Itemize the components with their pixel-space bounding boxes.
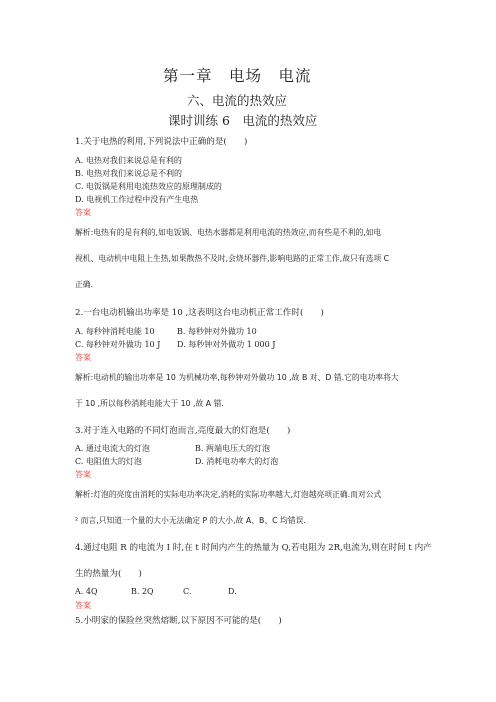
question-3-option-c: C. 电阻值大的灯泡 [75,457,142,466]
question-4-stem-line-1: 4.通过电阻 R 的电流为 I 时,在 t 时间内产生的热量为 Q,若电阻为 2R,电流为,则在时间 t 内产 [75,543,432,553]
question-1-option-b: B. 电热对我们来说总是不利的 [75,169,182,178]
question-2-option-c: C. 每秒钟对外做功 10 J [75,340,161,349]
question-4-stem-line-2: 生的热量为( ) [75,569,142,579]
question-3-option-d: D. 消耗电功率大的灯泡 [195,457,279,466]
chapter-title: 第一章 电场 电流 [163,67,312,85]
lesson-title: 课时训练 6 电流的热效应 [168,113,318,128]
question-1-stem: 1.关于电热的利用,下列说法中正确的是( ) [75,137,248,147]
question-4-option-a: A. 4Q [75,587,98,596]
question-1-option-c: C. 电饭锅是利用电流热效应的原理制成的 [75,182,222,191]
question-3-explanation-line-2: ² 而言,只知道一个量的大小无法确定 P 的大小,故 A、B、C 均错误. [75,516,306,525]
question-5-stem: 5.小明家的保险丝突然熔断,以下原因不可能的是( ) [75,616,282,626]
question-2-explanation-line-2: 于 10 ,所以每秒消耗电能大于 10 ,故 A 错. [75,399,224,408]
question-1-answer-label: 答案 [75,208,91,217]
question-3-option-a: A. 通过电流大的灯泡 [75,444,150,453]
question-3-answer-label: 答案 [75,470,91,479]
question-2-explanation-line-1: 解析:电动机的输出功率是 10 为机械功率,每秒钟对外做功 10 ,故 B 对、D 错.它的电功率将大 [75,373,399,382]
question-2-option-a: A. 每秒钟消耗电能 10 [75,327,155,336]
question-1-option-d: D. 电视机工作过程中没有产生电热 [75,195,199,204]
question-2-stem: 2.一台电动机输出功率是 10 ,这表明这台电动机正常工作时( ) [75,308,324,318]
question-1-explanation-line-1: 解析:电热有的是有利的,如电饭锅、电热水器都是利用电流的热效应,而有些是不利的,如电 [75,228,382,237]
section-title: 六、电流的热效应 [187,93,288,108]
question-3-explanation-line-1: 解析:灯泡的亮度由消耗的实际电功率决定,消耗的实际功率越大,灯泡越亮项正确.而对公式 [75,490,382,499]
question-2-option-b: B. 每秒钟对外做功 10 [177,327,257,336]
question-1-option-a: A. 电热对我们来说总是有利的 [75,156,182,165]
question-4-option-b: B. 2Q [131,587,154,596]
question-3-option-b: B. 两端电压大的灯泡 [195,444,270,453]
question-4-answer-label: 答案 [75,601,91,610]
question-4-option-c: C. [183,587,192,596]
question-3-stem: 3.对于连入电路的不同灯泡而言,亮度最大的灯泡是( ) [75,426,291,436]
question-2-option-d: D. 每秒钟对外做功 1 000 J [177,340,276,349]
question-1-explanation-line-2: 视机、电动机中电阻上生热,如果散热不及时,会烧坏器件,影响电路的正常工作,故只有选项 C [75,254,390,263]
question-4-option-d: D. [228,587,237,596]
question-2-answer-label: 答案 [75,353,91,362]
question-1-explanation-line-3: 正确. [75,280,94,289]
